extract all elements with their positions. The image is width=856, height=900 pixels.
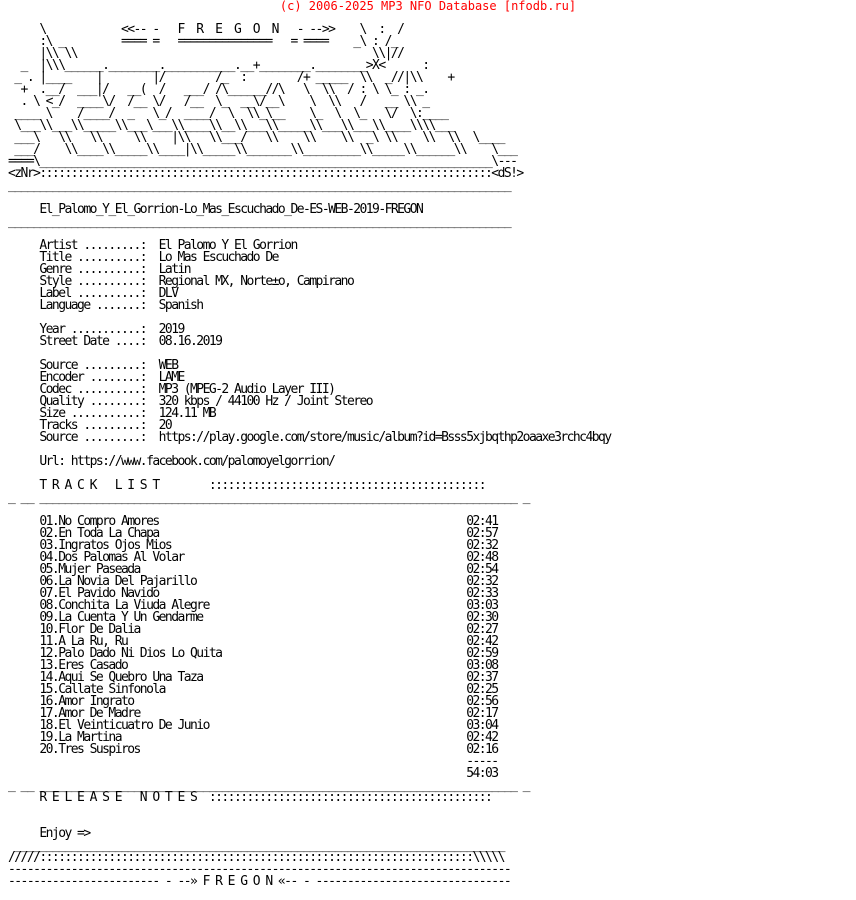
nfo-line: 04.Dos Palomas Al Volar 02:48	[8, 550, 498, 565]
nfo-line: ------------------------ - --» F R E G O N «-- - -------------------------------	[8, 874, 511, 889]
nfo-line: 03.Ingratos Ojos Mios 02:32	[8, 538, 498, 553]
nfo-line: Source .........: WEB	[8, 358, 178, 373]
nfo-line: \ <<-- - F R E G O N - -->> \ : /	[8, 22, 404, 37]
nfo-line: Street Date ....: 08.16.2019	[8, 334, 222, 349]
nfo-line: ___\ \\ \\ \\ |\\ \\___/ \\ \\ \\ _\ \\ \\ \\ \____	[8, 130, 504, 145]
nfodb-copyright-header: (c) 2006-2025 MP3 NFO Database [nfodb.ru]	[279, 0, 577, 13]
nfo-line: ___/ \\____\\_____\\____|\\_____\\_______\\_________\\_____\\______\\ \___	[8, 142, 517, 157]
nfo-line: 19.La Martina 02:42	[8, 730, 498, 745]
nfo-line: T R A C K L I S T ::::::::::::::::::::::::::::::::::::::::::::	[8, 478, 486, 493]
nfo-line: \___\\___\\_____\\___\___\\____\\__\\___\\_____\\___\\___\\____\\\\___	[8, 118, 454, 133]
nfo-line: ________________________________________________________________________________	[8, 178, 511, 193]
nfo-line: Year ...........: 2019	[8, 322, 184, 337]
nfo-line: 54:03	[8, 766, 498, 781]
nfo-line: Label ..........: DLV	[8, 286, 178, 301]
nfo-line: El_Palomo_Y_El_Gorrion-Lo_Mas_Escuchado_De-ES-WEB-2019-FREGON	[8, 202, 423, 217]
nfo-line: 18.El Veinticuatro De Junio 03:04	[8, 718, 498, 733]
nfo-line: _ |\\\______.________.___________.__+________.________>X< :	[8, 58, 429, 73]
nfo-line: 13.Eres Casado 03:08	[8, 658, 498, 673]
nfo-line: :\ _ ==== = =============== = ==== _\ : /_	[8, 34, 398, 49]
nfo-line: 05.Mujer Paseada 02:54	[8, 562, 498, 577]
nfo-line: --------------------------------------------------------------------------------	[8, 862, 511, 877]
nfo-line: R E L E A S E N O T E S :::::::::::::::::::::::::::::::::::::::::::::	[8, 790, 492, 805]
nfo-line: Style ..........: Regional MX, Norte±o, Campirano	[8, 274, 354, 289]
nfo-line: Quality ........: 320 kbps / 44100 Hz / Joint Stereo	[8, 394, 373, 409]
nfo-line: Source .........: https://play.google.com/store/music/album?id=Bsss5xjbqthp2oaaxe3rchc4bqy	[8, 430, 611, 445]
nfo-line: 20.Tres Suspiros 02:16	[8, 742, 498, 757]
nfo-line: Size ...........: 124.11 MB	[8, 406, 216, 421]
nfo-line: 01.No Compro Amores 02:41	[8, 514, 498, 529]
nfo-line: 06.La Novia Del Pajarillo 02:32	[8, 574, 498, 589]
nfo-line: Enjoy =>	[8, 826, 90, 841]
nfo-line: ________________________________________________________________________________	[8, 214, 511, 229]
nfo-line: |\\ \\ \\|//	[8, 46, 404, 61]
nfo-line: /////:::::::::::::::::::::::::::::::::::::::::::::::::::::::::::::::::::::\\\\\	[8, 850, 504, 865]
nfo-line: 08.Conchita La Viuda Alegre 03:03	[8, 598, 498, 613]
nfo-line: -----	[8, 754, 498, 769]
nfo-line: <zNr>::::::::::::::::::::::::::::::::::::::::::::::::::::::::::::::::::::::::<dS!>	[8, 166, 523, 181]
nfo-line: _ . |____ | |/ /_ : /+ _____ \\ _//|\\ +	[8, 70, 454, 85]
nfo-line: _ __ ____________________________________________________________________________ _	[8, 778, 529, 793]
nfo-text-body	[8, 12, 611, 888]
nfo-line: 02.En Toda La Chapa 02:57	[8, 526, 498, 541]
nfo-line: Artist .........: El Palomo Y El Gorrion	[8, 238, 297, 253]
nfo-line: Codec ..........: MP3 (MPEG-2 Audio Layer III)	[8, 382, 335, 397]
nfo-line: ====\________________________________________________________________________\---	[8, 154, 517, 169]
nfo-line: 09.La Cuenta Y Un Gendarme 02:30	[8, 610, 498, 625]
nfo-line: _ __ ____________________________________________________________________________ _	[8, 490, 529, 505]
nfo-line: 16.Amor Ingrato 02:56	[8, 694, 498, 709]
nfo-line: 12.Palo Dado Ni Dios Lo Quita 02:59	[8, 646, 498, 661]
nfo-line: ______________________________________________________________________________	[8, 838, 504, 853]
nfo-line: 14.Aqui Se Quebro Una Taza 02:37	[8, 670, 498, 685]
nfo-line: Url: https://www.facebook.com/palomoyelgorrion/	[8, 454, 335, 469]
nfo-line: + .__/ ___|/ __( / ___/ /\______//\ \ \\ / : \ \_ : _.	[8, 82, 429, 97]
nfo-line: 10.Flor De Dalia 02:27	[8, 622, 498, 637]
nfo-line: . \ <_/ ____\/ /__ \/ /__ \_ __\/__\ \ \\ / __ \\ _	[8, 94, 429, 109]
nfo-line: Genre ..........: Latin	[8, 262, 191, 277]
nfo-line: 11.A La Ru, Ru 02:42	[8, 634, 498, 649]
nfo-line: ____ \ /____/ _ \_/ ____/ \ \\_\__ \_ \ \_ \/ \:____	[8, 106, 448, 121]
nfo-line: 15.Callate Sinfonola 02:25	[8, 682, 498, 697]
nfo-line: 17.Amor De Madre 02:17	[8, 706, 498, 721]
nfo-line: Title ..........: Lo Mas Escuchado De	[8, 250, 278, 265]
nfo-line: 07.El Pavido Navido 02:33	[8, 586, 498, 601]
nfo-line: Language .......: Spanish	[8, 298, 203, 313]
nfo-line: Encoder ........: LAME	[8, 370, 184, 385]
nfo-line: Tracks .........: 20	[8, 418, 172, 433]
